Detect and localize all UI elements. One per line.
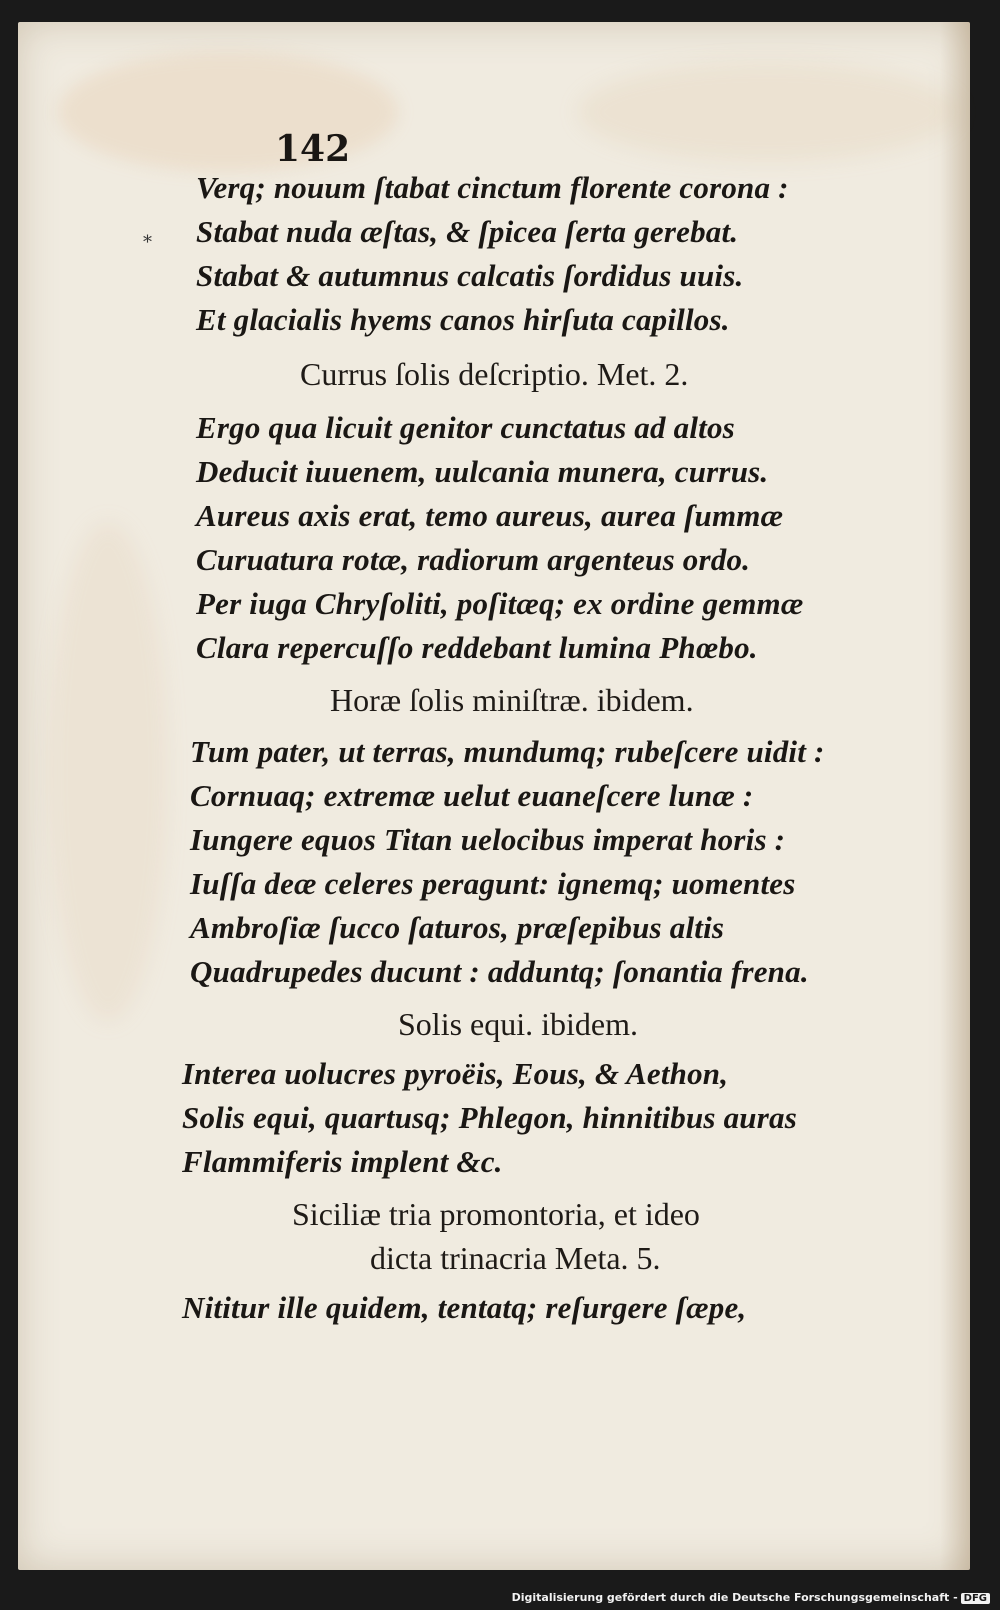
verse-line: Aureus axis erat, temo aureus, aurea ſummæ <box>196 498 784 533</box>
verse-line: Clara repercuſſo reddebant lumina Phœbo. <box>196 630 758 665</box>
verse-line: Quadrupedes ducunt : adduntq; ſonantia frena. <box>190 954 809 989</box>
verse-line: Verq; nouum ſtabat cinctum florente corona : <box>196 170 789 205</box>
verse-line: Flammiferis implent &c. <box>182 1144 503 1179</box>
page-stain <box>578 62 958 162</box>
verse-line: Tum pater, ut terras, mundumq; rubeſcere uidit : <box>190 734 825 769</box>
section-heading: dicta trinacria Meta. 5. <box>370 1240 661 1276</box>
verse-line: Deducit iuuenem, uulcania munera, currus. <box>196 454 769 489</box>
verse-line: Ambroſiæ ſucco ſaturos, præſepibus altis <box>190 910 725 945</box>
page-stain <box>48 522 168 1022</box>
verse-line: Stabat nuda æſtas, & ſpicea ſerta gerebat. <box>196 214 739 249</box>
verse-line: Iuſſa deæ celeres peragunt: ignemq; uomentes <box>190 866 796 901</box>
credit-text: Digitalisierung gefördert durch die Deutsche Forschungsgemeinschaft - <box>511 1591 958 1604</box>
section-heading: Siciliæ tria promontoria, et ideo <box>292 1196 700 1232</box>
page-number: 142 <box>275 128 351 170</box>
digitization-credit <box>512 1591 990 1604</box>
verse-line: Per iuga Chryſoliti, poſitæq; ex ordine gemmæ <box>196 586 804 621</box>
verse-line: Stabat & autumnus calcatis ſordidus uuis. <box>196 258 744 293</box>
verse-line: Interea uolucres pyroëis, Eous, & Aethon, <box>182 1056 729 1091</box>
verse-line: Ergo qua licuit genitor cunctatus ad altos <box>196 410 735 445</box>
verse-line: Curuatura rotæ, radiorum argenteus ordo. <box>196 542 751 577</box>
verse-line: Solis equi, quartusq; Phlegon, hinnitibus auras <box>182 1100 797 1135</box>
verse-line: Iungere equos Titan uelocibus imperat horis : <box>190 822 786 857</box>
dfg-logo: DFG <box>961 1593 990 1604</box>
page-edge-shadow <box>940 22 970 1570</box>
section-heading: Solis equi. ibidem. <box>398 1006 638 1042</box>
verse-line: Et glacialis hyems canos hirſuta capillos. <box>196 302 730 337</box>
verse-line: Cornuaq; extremæ uelut euaneſcere lunæ : <box>190 778 754 813</box>
marginal-asterisk: * <box>143 232 152 253</box>
section-heading: Horæ ſolis miniſtræ. ibidem. <box>330 682 694 718</box>
verse-line: Nititur ille quidem, tentatq; reſurgere ſæpe, <box>182 1290 747 1325</box>
section-heading: Currus ſolis deſcriptio. Met. 2. <box>300 356 689 392</box>
